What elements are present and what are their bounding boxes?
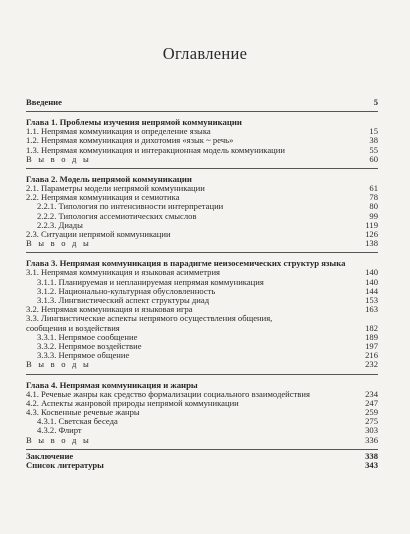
toc-entry [26, 221, 378, 230]
toc-entry-page: 60 [369, 153, 378, 164]
toc-entry-text: 3.1.1. Планируемая и непланируемая непрямая коммуникация [37, 277, 264, 287]
toc-entry-text: 4.3.1. Светская беседа [37, 417, 118, 427]
toc-entry-text: сообщения и воздействия [26, 323, 120, 333]
toc-entry-page: 189 [365, 331, 378, 342]
chapter-title: Глава 2. Модель непрямой коммуникации [26, 174, 192, 185]
toc-entry [26, 399, 378, 408]
toc-entry-page: 80 [369, 201, 378, 212]
toc-entry-text: 2.3. Ситуации непрямой коммуникации [26, 230, 171, 240]
toc-entry-text: 2.2.2. Типология ассемиотических смыслов [37, 211, 197, 221]
toc-entry [26, 333, 378, 342]
toc-intro [26, 98, 378, 107]
toc-entry [26, 127, 378, 136]
chapters [26, 112, 378, 450]
toc-entry-page: 303 [365, 425, 378, 436]
toc-entry [26, 417, 378, 426]
toc-entry-text: 1.2. Непрямая коммуникация и дихотомия «язык ~ речь» [26, 136, 234, 146]
chapter-title: Глава 4. Непрямая коммуникация и жанры [26, 379, 198, 390]
toc-entry [26, 193, 378, 202]
toc-entry-text: 4.1. Речевые жанры как средство формализации социального взаимодействия [26, 389, 310, 399]
toc-entry-text: В ы в о д ы [26, 239, 91, 249]
toc-entry [26, 136, 378, 145]
toc-entry-page: 78 [369, 192, 378, 203]
toc-entry-text: 2.2.1. Типология по интенсивности интерпретации [37, 202, 224, 212]
toc-entry-text: 3.3.1. Непрямое сообщение [37, 332, 138, 342]
toc-entry [26, 268, 378, 277]
toc-outro-page: 338 [365, 450, 378, 461]
toc-entry-page: 55 [369, 144, 378, 155]
toc-entry [26, 360, 378, 369]
toc-entry [26, 324, 378, 333]
toc-outro-label: Заключение [26, 451, 74, 461]
toc-intro-label: Введение [26, 98, 62, 107]
toc-entry [26, 202, 378, 211]
toc-entry [26, 146, 378, 155]
table-of-contents [26, 98, 378, 470]
toc-entry-page: 138 [365, 238, 378, 249]
toc-entry-page: 259 [365, 407, 378, 418]
toc-entry [26, 296, 378, 305]
toc-entry [26, 426, 378, 435]
toc-entry-page: 140 [365, 267, 378, 278]
toc-entry [26, 314, 378, 323]
toc-entry-text: В ы в о д ы [26, 435, 91, 445]
toc-intro-page: 5 [373, 97, 378, 107]
toc-entry-page: 126 [365, 229, 378, 240]
toc-entry-text: 2.2.3. Диады [37, 220, 83, 230]
toc-entry-text: В ы в о д ы [26, 154, 91, 164]
toc-entry [26, 212, 378, 221]
toc-entry-page: 119 [365, 219, 378, 230]
toc-entry-page: 140 [365, 276, 378, 287]
toc-entry-text: 3.1. Непрямая коммуникация и языковая асимметрия [26, 268, 220, 278]
toc-entry [26, 351, 378, 360]
toc-entry [26, 305, 378, 314]
toc-entry-page: 336 [365, 434, 378, 445]
toc-entry [26, 239, 378, 248]
toc-entry [26, 287, 378, 296]
toc-outro-entry [26, 452, 378, 461]
toc-entry [26, 230, 378, 239]
toc-entry [26, 342, 378, 351]
toc-entry [26, 184, 378, 193]
toc-entry [26, 436, 378, 445]
toc-entry-page: 153 [365, 295, 378, 306]
toc-outro-entry [26, 461, 378, 470]
page-title: Оглавление [162, 44, 248, 63]
toc-entry-page: 15 [369, 126, 378, 137]
toc-entry-page: 61 [369, 183, 378, 194]
toc-entry-page: 247 [365, 397, 378, 408]
chapter-title: Глава 1. Проблемы изучения непрямой коммуникации [26, 117, 242, 128]
toc-entry-page: 232 [365, 359, 378, 370]
toc-entry-text: 2.1. Параметры модели непрямой коммуникации [26, 184, 205, 194]
toc-entry-text: В ы в о д ы [26, 360, 91, 370]
toc-entry-text: 4.3. Косвенные речевые жанры [26, 408, 140, 418]
toc-entry-page: 216 [365, 350, 378, 361]
toc-entry [26, 278, 378, 287]
toc-entry-page: 99 [369, 210, 378, 221]
toc-entry-page: 197 [365, 341, 378, 352]
toc-entry-page: 275 [365, 416, 378, 427]
toc-entry-text: 3.1.3. Лингвистический аспект структуры диад [37, 296, 210, 306]
toc-outro-label: Список литературы [26, 461, 104, 471]
toc-entry-text: 1.1. Непрямая коммуникация и определение языка [26, 127, 211, 137]
toc-entry-text: 3.3.3. Непрямое общение [37, 351, 130, 361]
toc-entry-page: 38 [369, 135, 378, 146]
toc-outro-page: 343 [365, 460, 378, 471]
toc-entry-text: 4.3.2. Флирт [37, 426, 82, 436]
toc-entry [26, 155, 378, 164]
toc-entry [26, 408, 378, 417]
toc-entry-text: 3.2. Непрямая коммуникация и языковая игра [26, 305, 193, 315]
toc-entry-text: 4.2. Аспекты жанровой природы непрямой коммуникации [26, 398, 239, 408]
toc-entry-text: 1.3. Непрямая коммуникация и интеракционная модель коммуникации [26, 145, 285, 155]
toc-entry-page: 234 [365, 388, 378, 399]
toc-entry-page: 182 [365, 322, 378, 333]
toc-entry [26, 390, 378, 399]
toc-entry-page: 144 [365, 285, 378, 296]
toc-entry-page: 163 [365, 304, 378, 315]
toc-entry-text: 3.1.2. Национально-культурная обусловленность [37, 286, 216, 296]
toc-entry-text: 3.3. Лингвистические аспекты непрямого осуществления общения, [26, 314, 273, 324]
chapter-title: Глава 3. Непрямая коммуникация в парадигме неизосемических структур языка [26, 258, 346, 269]
toc-entry-text: 3.3.2. Непрямое воздействие [37, 342, 142, 352]
toc-outro [26, 450, 378, 470]
toc-entry-text: 2.2. Непрямая коммуникация и семиотика [26, 193, 180, 203]
